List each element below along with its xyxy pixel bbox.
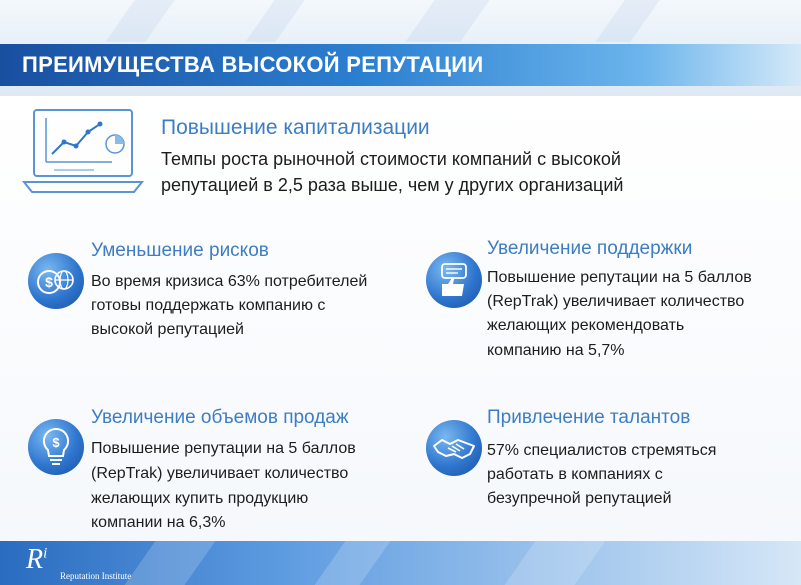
sales-heading: Увеличение объемов продаж: [91, 407, 349, 428]
sales-text-line-4: компании на 6,3%: [91, 514, 226, 531]
svg-text:$: $: [52, 435, 60, 450]
sales-text-line-2: (RepTrak) увеличивает количество: [91, 465, 349, 482]
dollar-globe-icon: [28, 253, 84, 309]
reputation-institute-logo: [26, 546, 47, 574]
risks-text-line-1: Во время кризиса 63% потребителей: [91, 273, 368, 290]
support-text-line-3: желающих рекомендовать: [487, 317, 685, 334]
support-text-line-2: (RepTrak) увеличивает количество: [487, 293, 745, 310]
handshake-icon: [426, 420, 482, 476]
capitalization-heading: Повышение капитализации: [161, 116, 430, 139]
support-heading: Увеличение поддержки: [487, 238, 693, 259]
talents-text-line-3: безупречной репутацией: [487, 490, 672, 507]
logo-mark-superscript: i: [43, 545, 48, 562]
page-title: ПРЕИМУЩЕСТВА ВЫСОКОЙ РЕПУТАЦИИ: [22, 52, 484, 77]
logo-mark-letter: R: [26, 544, 44, 575]
laptop-chart-icon: [20, 104, 146, 201]
thumbs-up-chat-icon: [426, 252, 482, 308]
support-text-line-4: компанию на 5,7%: [487, 342, 625, 359]
svg-text:$: $: [45, 274, 53, 290]
support-text-line-1: Повышение репутации на 5 баллов: [487, 269, 752, 286]
sales-text-line-1: Повышение репутации на 5 баллов: [91, 440, 356, 457]
risks-text-line-2: готовы поддержать компанию с: [91, 297, 326, 314]
logo-text: Reputation Institute: [60, 571, 132, 581]
capitalization-text-line-2: репутацией в 2,5 раза выше, чем у других организаций: [161, 175, 624, 195]
risks-heading: Уменьшение рисков: [91, 240, 269, 261]
talents-text-line-2: работать в компаниях с: [487, 466, 663, 483]
dollar-lightbulb-icon: [28, 419, 84, 475]
talents-heading: Привлечение талантов: [487, 407, 691, 428]
talents-text-line-1: 57% специалистов стремяться: [487, 442, 717, 459]
risks-text-line-3: высокой репутацией: [91, 321, 244, 338]
capitalization-text-line-1: Темпы роста рыночной стоимости компаний с высокой: [161, 149, 621, 169]
sales-text-line-3: желающих купить продукцию: [91, 490, 309, 507]
